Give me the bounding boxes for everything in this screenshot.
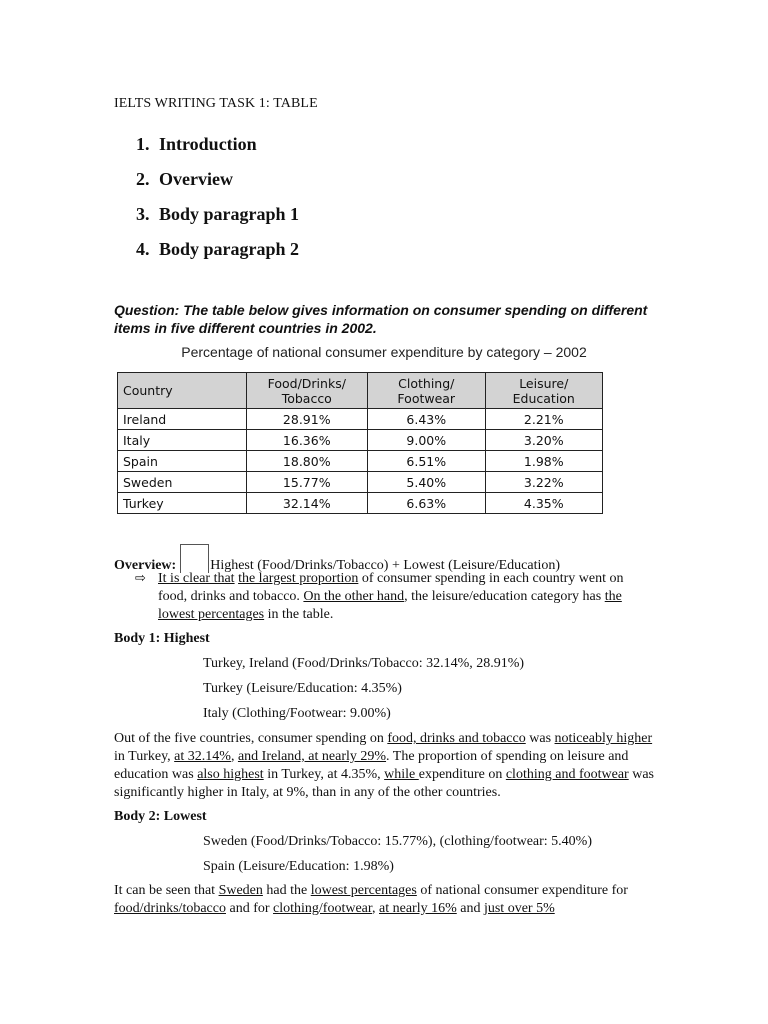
body2-note: Spain (Leisure/Education: 1.98%) xyxy=(203,859,394,874)
right-arrow-outline-icon: ⇨ xyxy=(135,571,146,586)
outline-item: 4. Body paragraph 2 xyxy=(136,239,300,259)
cell-clothing: 6.51% xyxy=(368,451,485,472)
cell-leisure: 3.22% xyxy=(485,472,603,493)
cell-leisure: 3.20% xyxy=(485,430,603,451)
cell-leisure: 2.21% xyxy=(485,409,603,430)
table-row xyxy=(118,472,603,493)
body1-note: Turkey (Leisure/Education: 4.35%) xyxy=(203,681,402,696)
cell-country: Spain xyxy=(118,451,247,472)
cell-country: Ireland xyxy=(118,409,247,430)
table-caption: Percentage of national consumer expenditure by category – 2002 xyxy=(181,344,587,360)
body2-paragraph: It can be seen that Sweden had the lowest percentages of national consumer expenditure for food/drinks/tobacco and for clothing/footwear, at nearly 16% and just over 5% xyxy=(114,883,628,916)
outline-item: 1. Introduction xyxy=(136,134,257,154)
empty-box-icon xyxy=(180,544,209,573)
overview-summary: Highest (Food/Drinks/Tobacco) + Lowest (Leisure/Education) xyxy=(210,558,561,573)
cell-leisure: 1.98% xyxy=(485,451,603,472)
cell-clothing: 9.00% xyxy=(368,430,485,451)
table-row xyxy=(118,409,603,430)
outline-item-label: Body paragraph 1 xyxy=(159,204,300,224)
cell-clothing: 6.43% xyxy=(368,409,485,430)
cell-country: Italy xyxy=(118,430,247,451)
task-question: Question: The table below gives information on consumer spending on different items in five different countries in 2002. xyxy=(114,302,648,336)
outline-item-label: Introduction xyxy=(159,134,257,154)
body2-heading: Body 2: Lowest xyxy=(114,809,207,824)
cell-clothing: 5.40% xyxy=(368,472,485,493)
outline-list xyxy=(136,130,299,270)
table-row xyxy=(118,451,603,472)
outline-item: 3. Body paragraph 1 xyxy=(136,204,300,224)
body1-paragraph: Out of the five countries, consumer spending on food, drinks and tobacco was noticeably higher in Turkey, at 32.14%, and Ireland, at nearly 29%. The proportion of spending on leisure and education was also highest in Turkey, at 4.35%, while expenditure on clothing and footwear was significantly higher in Italy, at 9%, than in any of the other countries. xyxy=(114,731,654,800)
table-row xyxy=(118,493,603,514)
cell-food: 18.80% xyxy=(246,451,368,472)
overview-label: Overview: xyxy=(114,558,177,573)
outline-item-label: Overview xyxy=(159,169,233,189)
body2-note: Sweden (Food/Drinks/Tobacco: 15.77%), (clothing/footwear: 5.40%) xyxy=(203,834,592,849)
cell-food: 16.36% xyxy=(246,430,368,451)
table-row xyxy=(118,430,603,451)
cell-country: Turkey xyxy=(118,493,247,514)
cell-food: 28.91% xyxy=(246,409,368,430)
column-header-leisure: Leisure/ Education xyxy=(485,373,603,409)
body1-note: Italy (Clothing/Footwear: 9.00%) xyxy=(203,706,391,721)
overview-paragraph: ⇨ It is clear that the largest proportion of consumer spending in each country went on food, drinks and tobacco. On the other hand, the leisure/education category has the lowest percentages in the table. xyxy=(135,571,624,622)
body1-heading: Body 1: Highest xyxy=(114,631,210,646)
cell-food: 15.77% xyxy=(246,472,368,493)
body1-note: Turkey, Ireland (Food/Drinks/Tobacco: 32.14%, 28.91%) xyxy=(203,656,525,671)
cell-country: Sweden xyxy=(118,472,247,493)
column-header-food: Food/Drinks/ Tobacco xyxy=(246,373,368,409)
table-header-row xyxy=(118,373,603,409)
outline-item: 2. Overview xyxy=(136,169,233,189)
cell-food: 32.14% xyxy=(246,493,368,514)
expenditure-table xyxy=(117,372,603,514)
cell-clothing: 6.63% xyxy=(368,493,485,514)
document-title: IELTS WRITING TASK 1: TABLE xyxy=(114,96,318,111)
column-header-country: Country xyxy=(118,373,247,409)
column-header-clothing: Clothing/ Footwear xyxy=(368,373,485,409)
cell-leisure: 4.35% xyxy=(485,493,603,514)
outline-item-label: Body paragraph 2 xyxy=(159,239,300,259)
